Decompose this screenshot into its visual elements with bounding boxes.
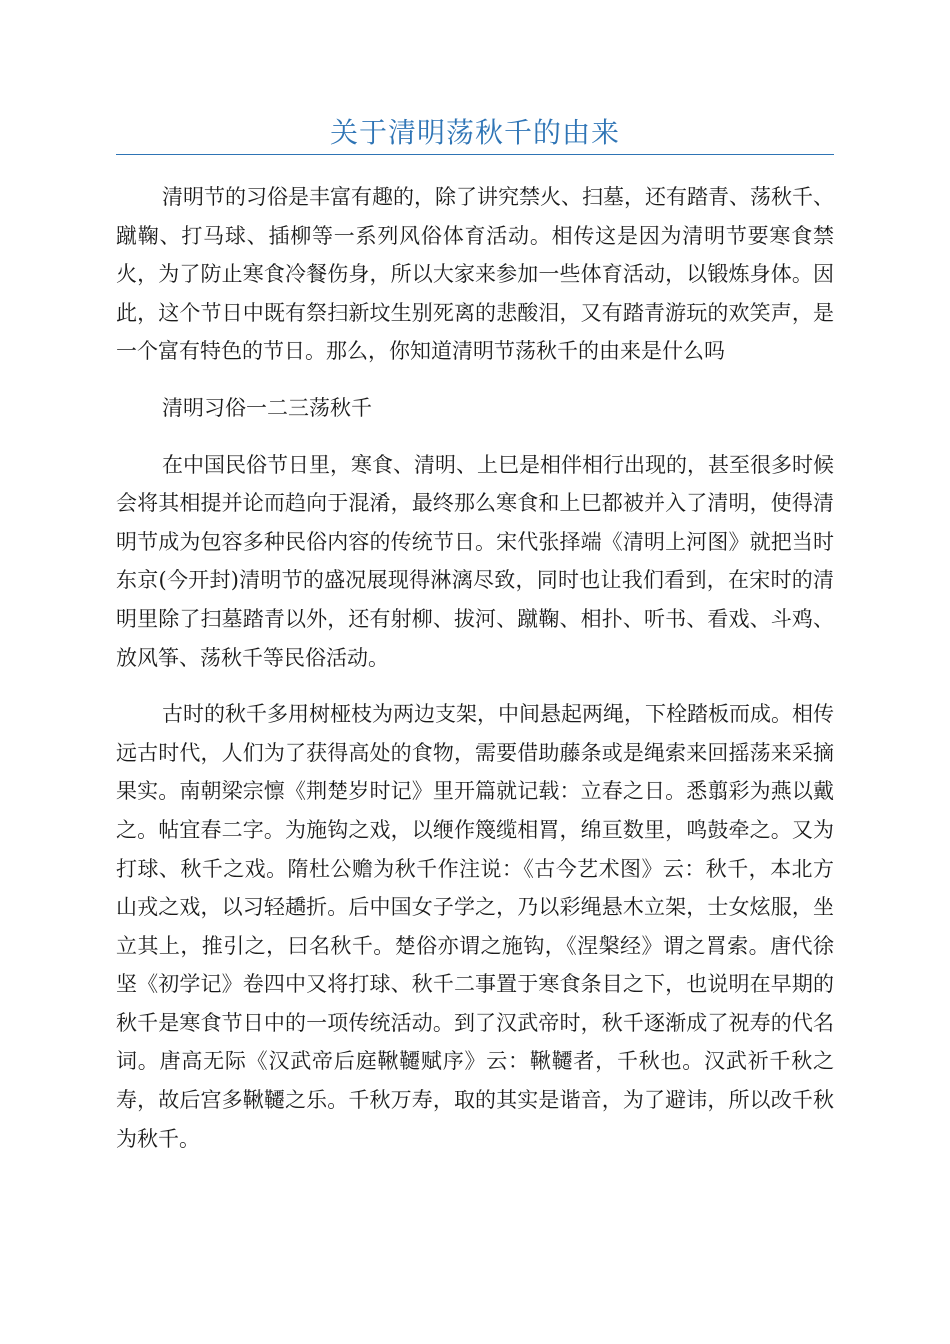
document-title: 关于清明荡秋千的由来 [329,116,620,149]
document-body [116,170,834,1158]
paragraph-intro: 清明节的习俗是丰富有趣的，除了讲究禁火、扫墓，还有踏青、荡秋千、蹴鞠、打马球、插柳等一系列风俗体育活动。相传这是因为清明节要寒食禁火，为了防止寒食冷餐伤身，所以大家来参加一些体育活动，以锻炼身体。因此，这个节日中既有祭扫新坟生别死离的悲酸泪，又有踏青游玩的欢笑声，是一个富有特色的节日。那么，你知道清明节荡秋千的由来是什么吗 [116,185,834,364]
paragraph-history: 在中国民俗节日里，寒食、清明、上巳是相伴相行出现的，甚至很多时候会将其相提并论而趋向于混淆，最终那么寒食和上巳都被并入了清明，使得清明节成为包容多种民俗内容的传统节日。宋代张择端《清明上河图》就把当时东京(今开封)清明节的盛况展现得淋漓尽致，同时也让我们看到，在宋时的清明里除了扫墓踏青以外，还有射柳、拔河、蹴鞠、相扑、听书、看戏、斗鸡、放风筝、荡秋千等民俗活动。 [116,452,834,670]
paragraph-subheading: 清明习俗一二三荡秋千 [162,395,372,420]
paragraph-origin: 古时的秋千多用树桠枝为两边支架，中间悬起两绳，下栓踏板而成。相传远古时代，人们为了获得高处的食物，需要借助藤条或是绳索来回摇荡来采摘果实。南朝梁宗懔《荆楚岁时记》里开篇就记载：立春之日。悉翦彩为燕以戴之。帖宜春二字。为施钩之戏，以缏作篾缆相罥，绵亘数里，鸣鼓牵之。又为打球、秋千之戏。隋杜公赡为秋千作注说：《古今艺术图》云：秋千，本北方山戎之戏，以习轻趫折。后中国女子学之，乃以彩绳悬木立架，士女炫服，坐立其上，推引之，曰名秋千。楚俗亦谓之施钩，《涅槃经》谓之罥索。唐代徐坚《初学记》卷四中又将打球、秋千二事置于寒食条目之下，也说明在早期的秋千是寒食节日中的一项传统活动。到了汉武帝时，秋千逐渐成了祝寿的代名词。唐高无际《汉武帝后庭鞦韆赋序》云：鞦韆者，千秋也。汉武祈千秋之寿，故后宫多鞦韆之乐。千秋万寿，取的其实是谐音，为了避讳，所以改千秋为秋千。 [116,702,834,1151]
title-underline [116,154,834,155]
